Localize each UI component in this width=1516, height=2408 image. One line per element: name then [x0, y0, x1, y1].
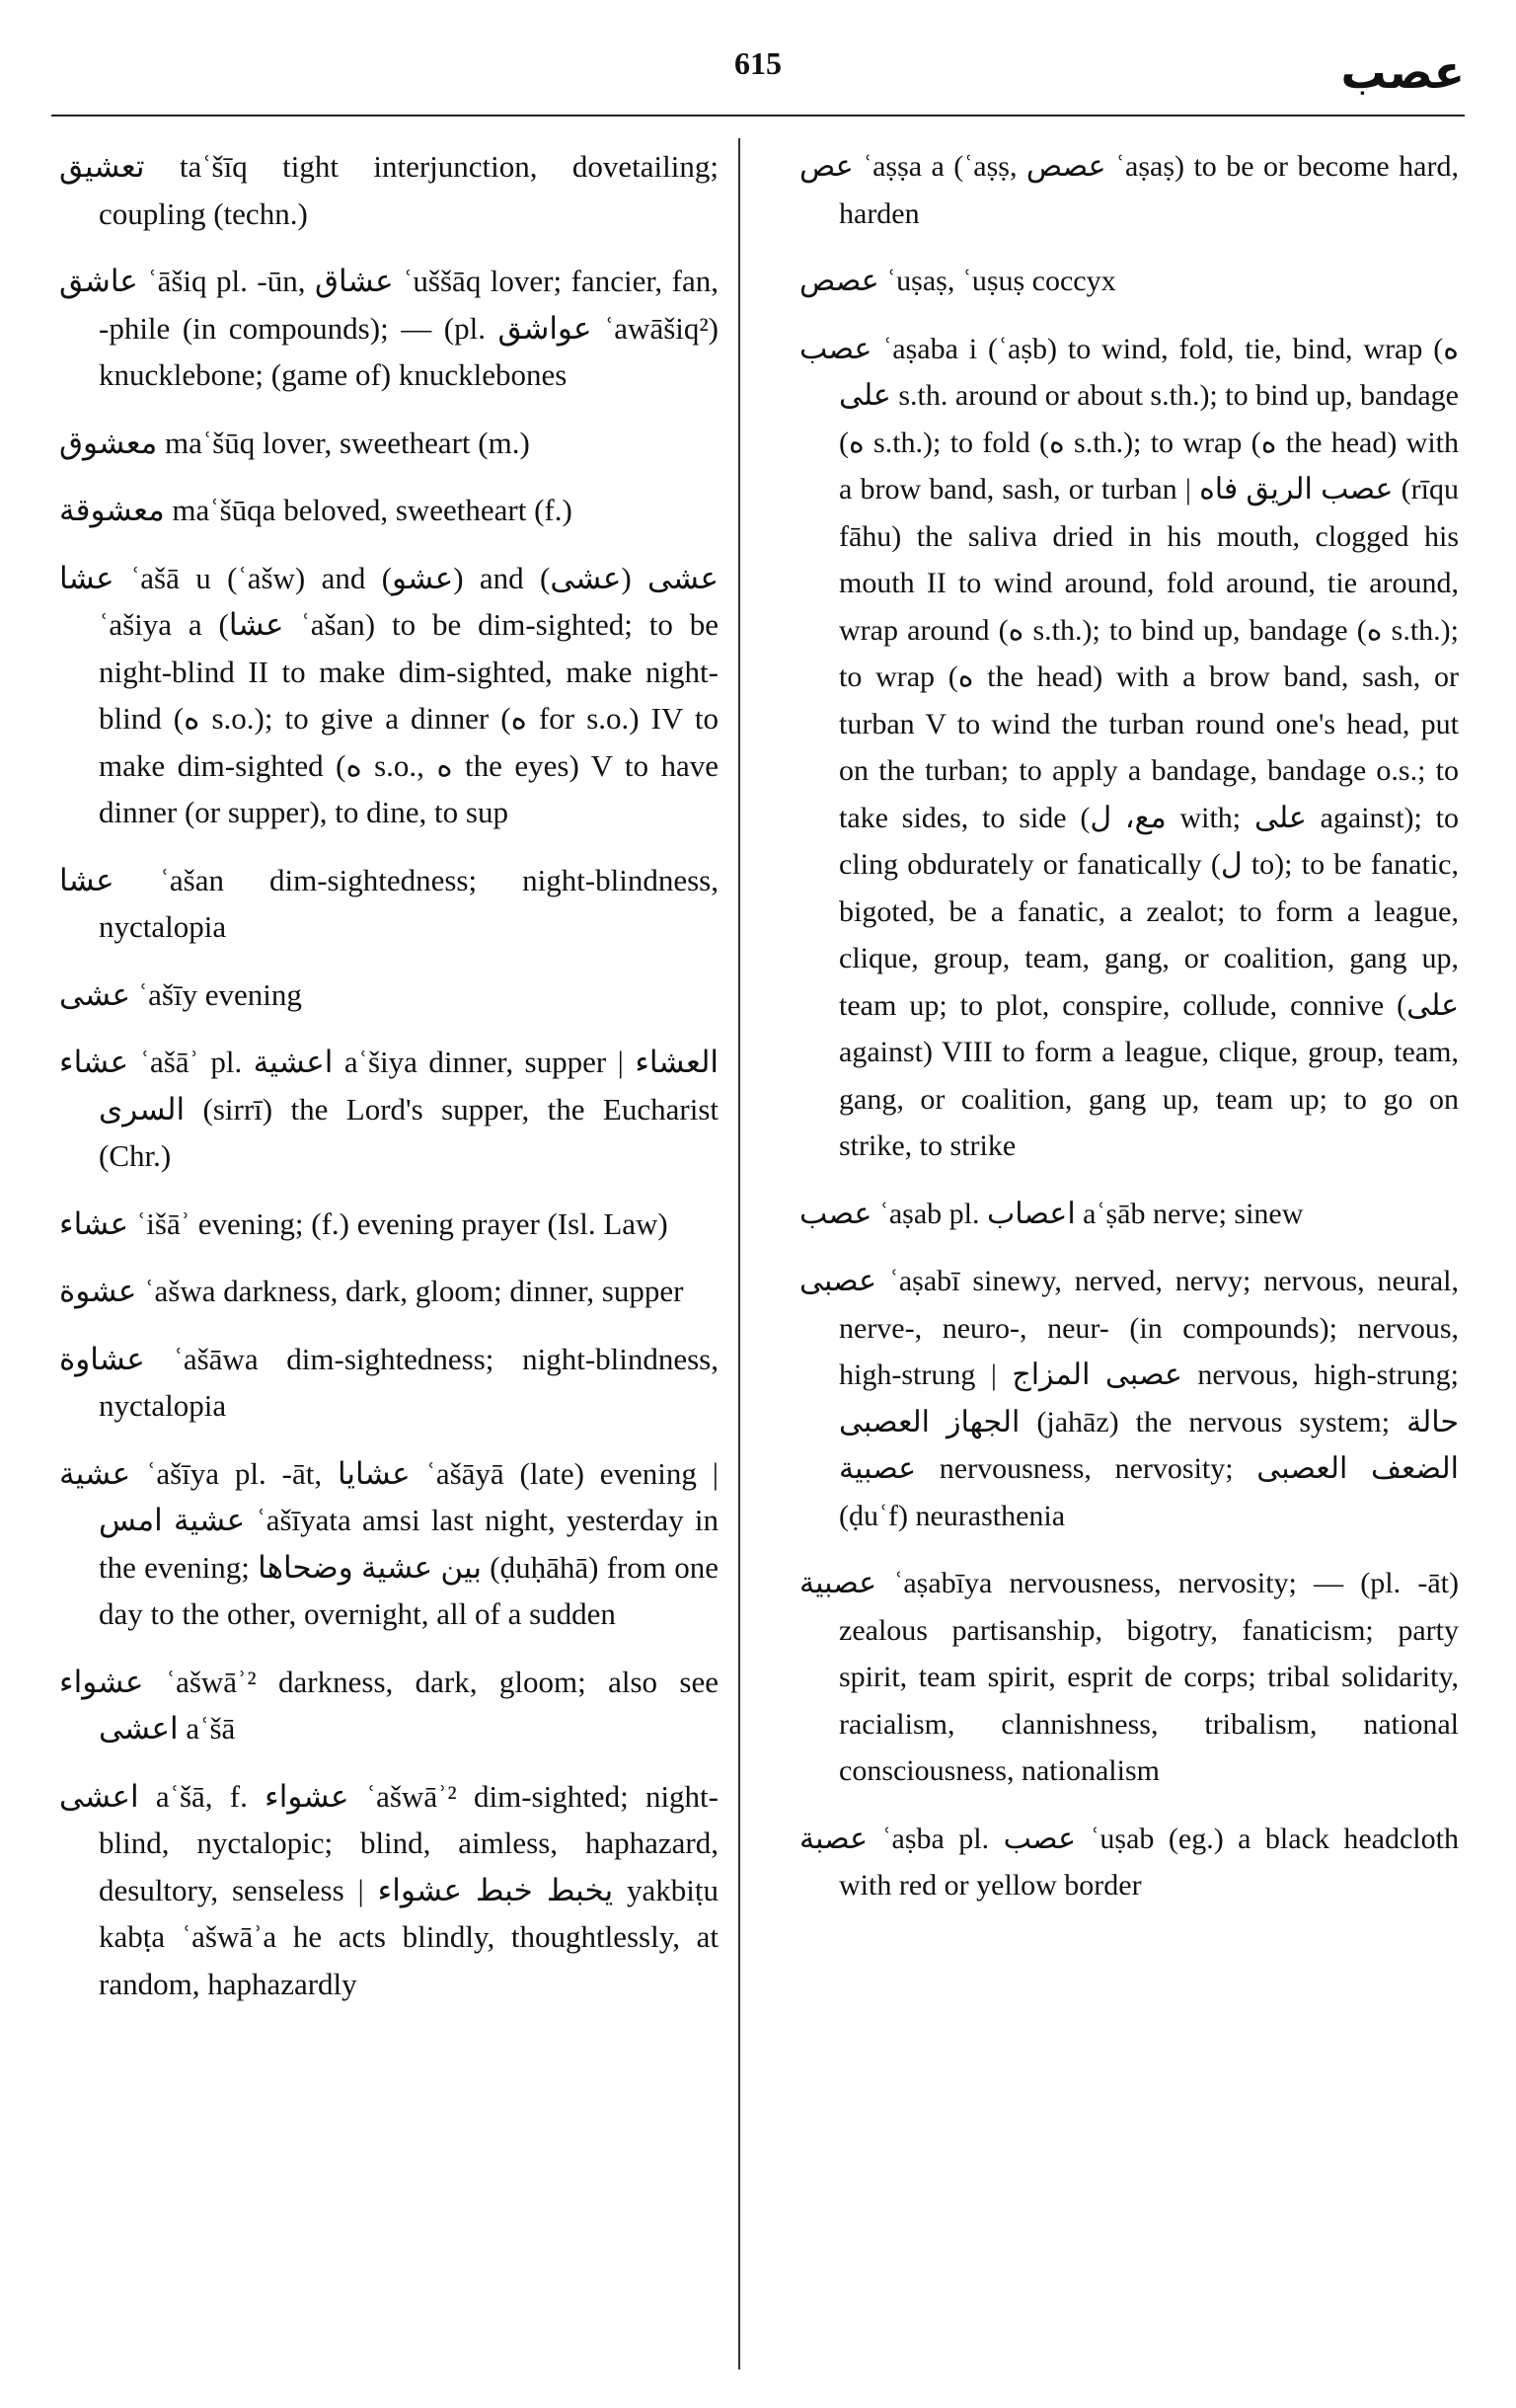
- page-header: [51, 38, 1465, 117]
- column-divider: [738, 138, 740, 2369]
- dictionary-entry: عشاوة ʿašāwa dim-sightedness; night-blindness, nyctalopia: [59, 1341, 719, 1423]
- header-rule: [51, 115, 1465, 117]
- dictionary-entry: عصبى ʿaṣabī sinewy, nerved, nervy; nervous, neural, nerve-, neuro-, neur- (in compounds); nervous, high-strung | عصبى المزاج nervous, high-strung; الجهاز العصبى (jahāz) the nervous system; حالة عصبية nervousness, nervosity; الضعف العصبى (ḍuʿf) neurasthenia: [799, 1265, 1460, 1532]
- dictionary-entry: عصب ʿaṣaba i (ʿaṣb) to wind, fold, tie, bind, wrap (ه على s.th. around or about s.th.); to bind up, bandage (ه s.th.); to fold (ه s.th.); to wrap (ه the head) with a brow band, sash, or turban | عصب الريق فاه (rīqu fāhu) the saliva dried in his mouth, clogged his mouth II to wind around, fold around, tie around, wrap around (ه s.th.); to bind up, bandage (ه s.th.); to wrap (ه the head) with a brow band, sash, or turban V to wind the turban round one's head, put on the turban; to apply a bandage, bandage o.s.; to take sides, to side (مع، ل with; على against); to cling obdurately or fanatically (ل to); to be fanatic, bigoted, be a fanatic, a zealot; to form a league, clique, group, team, gang, or coalition, gang up, team up; to plot, conspire, collude, connive (على against) VIII to form a league, clique, group, team, gang, or coalition, gang up, team up; to go on strike, to strike: [799, 332, 1460, 1162]
- dictionary-entry: عصب ʿaṣab pl. اعصاب aʿṣāb nerve; sinew: [799, 1197, 1304, 1230]
- dictionary-entry: عشا ʿašā u (ʿašw) and (عشو) and (عشى) عشى ʿašiya a (عشا ʿašan) to be dim-sighted; to be night-blind II to make dim-sighted, make night-blind (ه s.o.); to give a dinner (ه for s.o.) IV to make dim-sighted (ه s.o., ه the eyes) V to have dinner (or supper), to dine, to sup: [59, 560, 720, 829]
- page-number: 615: [734, 45, 782, 81]
- dictionary-entry: عشواء ʿašwāʾ² darkness, dark, gloom; also see اعشى aʿšā: [59, 1664, 719, 1746]
- dictionary-entry: عشوة ʿašwa darkness, dark, gloom; dinner, supper: [59, 1274, 684, 1308]
- left-column: [59, 143, 719, 2028]
- dictionary-entry: عصص ʿuṣaṣ, ʿuṣuṣ coccyx: [799, 265, 1116, 297]
- dictionary-entry: عشى ʿašīy evening: [59, 976, 302, 1012]
- dictionary-entry: عص ʿaṣṣa a (ʿaṣṣ, عصص ʿaṣaṣ) to be or become hard, harden: [799, 150, 1459, 230]
- dictionary-entry: معشوقة maʿšūqa beloved, sweetheart (f.): [59, 493, 572, 527]
- dictionary-entry: عصبة ʿaṣba pl. عصب ʿuṣab (eg.) a black headcloth with red or yellow border: [799, 1822, 1459, 1902]
- running-headword: عصب: [1340, 45, 1465, 99]
- dictionary-entry: اعشى aʿšā, f. عشواء ʿašwāʾ² dim-sighted; night-blind, nyctalopic; blind, aimless, haphazard, desultory, senseless | يخبط خبط عشواء yakbiṭu kabṭa ʿašwāʾa he acts blindly, thoughtlessly, at random, haphazardly: [59, 1778, 719, 2001]
- dictionary-entry: تعشيق taʿšīq tight interjunction, dovetailing; coupling (techn.): [59, 149, 719, 231]
- dictionary-entry: عشا ʿašan dim-sightedness; night-blindness, nyctalopia: [59, 862, 719, 944]
- dictionary-entry: عشية ʿašīya pl. -āt, عشايا ʿašāyā (late) evening | عشية امس ʿašīyata amsi last night, yesterday in the evening; بين عشية وضحاها (ḍuḥāhā) from one day to the other, overnight, all of a sudden: [59, 1455, 719, 1631]
- dictionary-entry: معشوق maʿšūq lover, sweetheart (m.): [59, 425, 530, 460]
- right-column: [799, 143, 1459, 1930]
- dictionary-entry: عاشق ʿāšiq pl. -ūn, عشاق ʿuššāq lover; fancier, fan, -phile (in compounds); — (pl. عواشق ʿawāšiq²) knucklebone; (game of) knucklebones: [59, 264, 719, 392]
- dictionary-entry: عشاء ʿišāʾ evening; (f.) evening prayer (Isl. Law): [59, 1205, 668, 1241]
- dictionary-entry: عشاء ʿašāʾ pl. اعشية aʿšiya dinner, supper | العشاء السرى (sirrī) the Lord's supper, the Eucharist (Chr.): [59, 1045, 720, 1173]
- dictionary-entry: عصبية ʿaṣabīya nervousness, nervosity; — (pl. -āt) zealous partisanship, bigotry, fanaticism; party spirit, team spirit, esprit de corps; tribal solidarity, racialism, clannishness, tribalism, national consciousness, nationalism: [799, 1567, 1459, 1787]
